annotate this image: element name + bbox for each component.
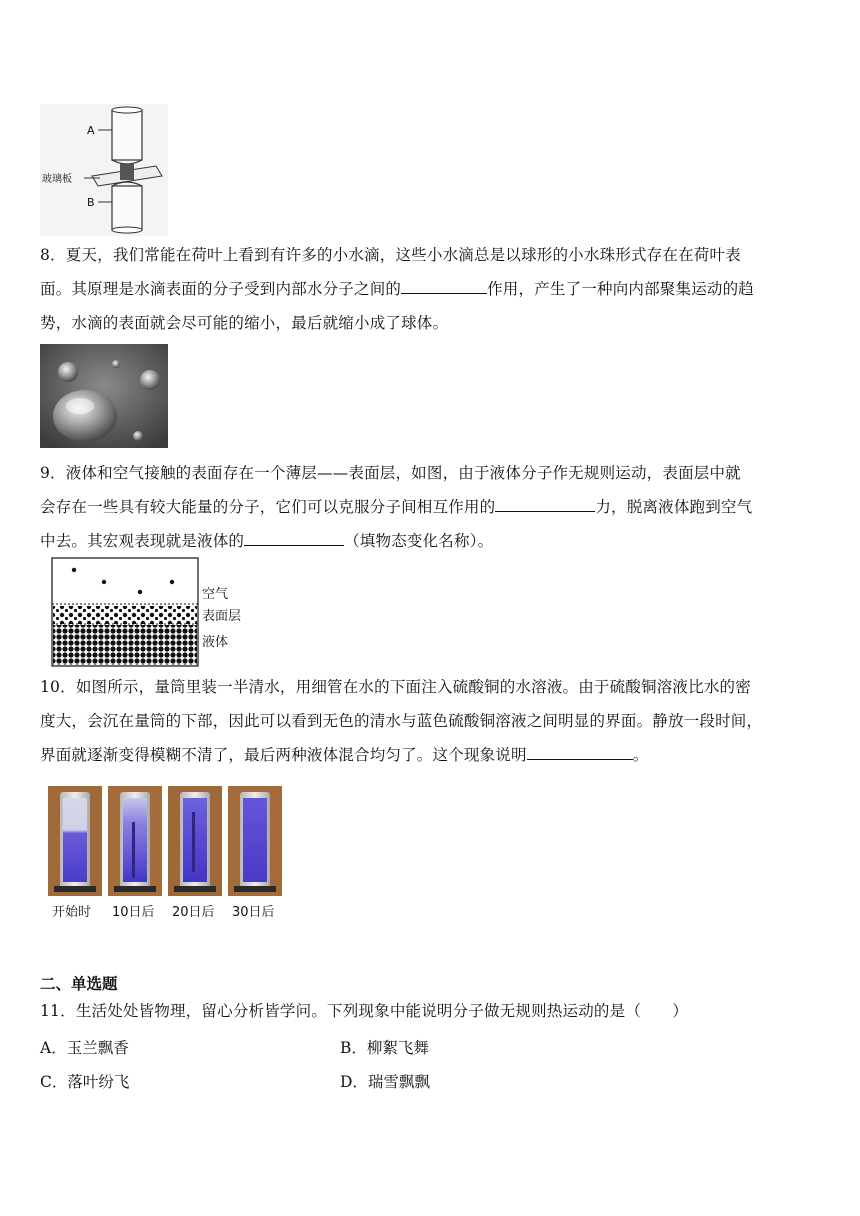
label-surface-layer: 表面层: [202, 609, 242, 624]
answer-blank[interactable]: [495, 493, 595, 512]
q10-line1: 10．如图所示，量筒里装一半清水，用细管在水的下面注入硫酸铜的水溶液。由于硫酸铜溶液比水的密: [40, 678, 751, 696]
surface-layer-diagram: [50, 556, 250, 668]
water-droplet-photo: [40, 344, 168, 448]
label-a: A: [87, 124, 95, 137]
q10-line2: 度大，会沉在量筒的下部，因此可以看到无色的清水与蓝色硫酸铜溶液之间明显的界面。静放一段时间，: [40, 712, 763, 730]
q8-line2: 面。其原理是水滴表面的分子受到内部水分子之间的 作用，产生了一种向内部聚集运动的趋: [40, 272, 820, 306]
answer-blank[interactable]: [401, 275, 487, 294]
figure-glass-tubes: [40, 104, 168, 236]
q8-line1: 8．夏天，我们常能在荷叶上看到有许多的小水滴，这些小水滴总是以球形的小水珠形式存在在荷叶表: [40, 246, 741, 264]
label-glass-plate: 玻璃板: [42, 174, 72, 185]
label-air: 空气: [202, 587, 229, 602]
answer-blank[interactable]: [244, 527, 344, 546]
label-b: B: [87, 196, 95, 209]
caption-30-days: 30日后: [232, 905, 275, 920]
caption-start: 开始时: [52, 905, 92, 920]
q10-line3: 界面就逐渐变得模糊不清了，最后两种液体混合均匀了。这个现象说明 。: [40, 738, 820, 772]
option-b[interactable]: B．柳絮飞舞: [340, 1039, 429, 1057]
label-liquid: 液体: [202, 635, 229, 650]
caption-10-days: 10日后: [112, 905, 155, 920]
cylinders-photo: [46, 782, 292, 930]
question-10: [40, 670, 820, 772]
option-c[interactable]: C．落叶纷飞: [40, 1073, 130, 1091]
section-title-single-choice: 二、单选题: [40, 974, 118, 993]
question-11-stem: 11．生活处处皆物理，留心分析皆学问。下列现象中能说明分子做无规则热运动的是（ ）: [40, 1002, 689, 1020]
option-a[interactable]: A．玉兰飘香: [40, 1039, 129, 1057]
q9-line3: 中去。其宏观表现就是液体的 （填物态变化名称）。: [40, 524, 820, 558]
question-9: [40, 456, 820, 558]
caption-20-days: 20日后: [172, 905, 215, 920]
q9-line2: 会存在一些具有较大能量的分子，它们可以克服分子间相互作用的 力，脱离液体跑到空气: [40, 490, 820, 524]
q9-line1: 9．液体和空气接触的表面存在一个薄层——表面层，如图，由于液体分子作无规则运动，表面层中就: [40, 464, 741, 482]
answer-blank[interactable]: [527, 741, 633, 760]
option-d[interactable]: D．瑞雪飘飘: [340, 1073, 430, 1091]
question-8: [40, 238, 820, 340]
q8-line3: 势，水滴的表面就会尽可能的缩小，最后就缩小成了球体。: [40, 314, 449, 332]
